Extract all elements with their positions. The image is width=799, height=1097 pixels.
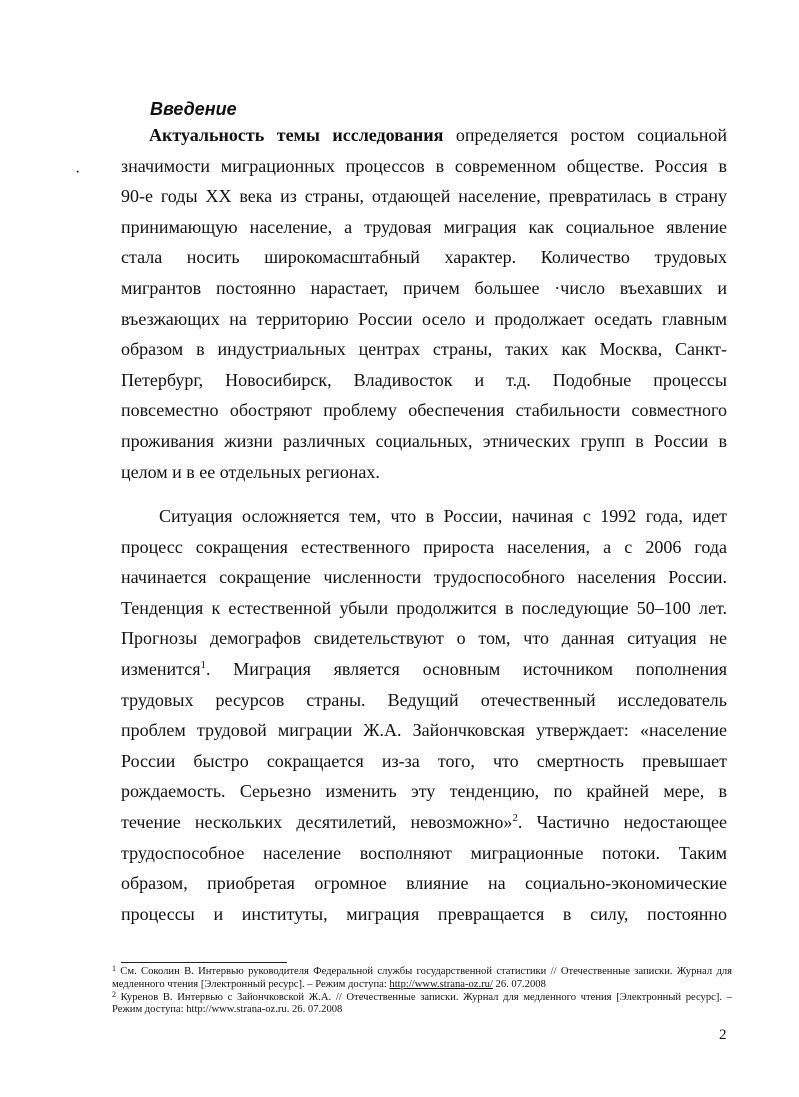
paragraph-line: процессы и институты, миграция превращается в силу, постоянно xyxy=(121,903,727,924)
page-number: 2 xyxy=(719,1027,727,1043)
paragraph-line: трудовых ресурсов страны. Ведущий отечественный исследователь xyxy=(121,689,727,710)
paragraph-line: мигрантов постоянно нарастает, причем большее ·число въехавших и xyxy=(121,277,727,298)
paragraph-relevance xyxy=(121,120,727,487)
paragraph-line: начинается сокращение численности трудоспособного населения России. xyxy=(121,567,727,588)
paragraph-line: Актуальность темы исследования определяется ростом социальной xyxy=(149,125,727,145)
paragraph-line: 90-е годы XX века из страны, отдающей население, превратилась в страну xyxy=(121,186,727,207)
footnote-ref-1[interactable]: 1 xyxy=(200,658,206,671)
paragraph-line: Тенденция к естественной убыли продолжится в последующие 50–100 лет. xyxy=(121,597,727,618)
paragraph-line: принимающую население, а трудовая миграция как социальное явление xyxy=(121,216,727,237)
paragraph-line: Прогнозы демографов свидетельствуют о том, что данная ситуация не xyxy=(121,628,727,649)
footnote-divider xyxy=(121,962,287,963)
paragraph-line: образом в индустриальных центрах страны, таких как Москва, Санкт- xyxy=(121,339,727,360)
paragraph-line: въезжающих на территорию России осело и продолжает оседать главным xyxy=(121,308,727,329)
section-heading: Введение xyxy=(150,99,237,119)
paragraph-line: процесс сокращения естественного прироста населения, а с 2006 года xyxy=(121,536,727,557)
paragraph-situation xyxy=(121,501,727,929)
paragraph-line: образом, приобретая огромное влияние на социально-экономические xyxy=(121,873,727,894)
footnote-1: $^1$ См. Соколин В. Интервью руководителя Федеральной службы государственной статистики // Отечественные записки. Журнал для медленного чтения [Электронный ресурс]. – Режим доступа: http://www.strana-oz.ru/ 26. 07.2008 xyxy=(112,964,732,990)
paragraph-line: Петербург, Новосибирск, Владивосток и т.д. Подобные процессы xyxy=(121,369,727,390)
footnotes xyxy=(112,966,732,1017)
paragraph-line: проблем трудовой миграции Ж.А. Зайончковская утверждает: «население xyxy=(121,720,727,741)
lead-phrase: Актуальность темы исследования xyxy=(149,125,444,145)
paragraph-line: трудоспособное население восполняют миграционные потоки. Таким xyxy=(121,842,727,863)
stray-mark: · xyxy=(75,164,81,181)
footnote-ref-2[interactable]: 2 xyxy=(512,811,518,824)
paragraph-line: Ситуация осложняется тем, что в России, начиная с 1992 года, идет xyxy=(159,506,727,526)
paragraph-line: течение нескольких десятилетий, невозможно»$^2$. Частично недостающее xyxy=(121,811,728,832)
paragraph-line: повсеместно обостряют проблему обеспечения стабильности совместного xyxy=(121,400,727,421)
paragraph-line: целом и в ее отдельных регионах. xyxy=(121,461,380,482)
paragraph-line: значимости миграционных процессов в современном обществе. Россия в xyxy=(121,155,727,176)
paragraph-line: России быстро сокращается из-за того, что смертность превышает xyxy=(121,750,727,771)
footnote-2: $^2$ Куренов В. Интервью с Зайончковской Ж.А. // Отечественные записки. Журнал для медленного чтения [Электронный ресурс]. – Режим доступа: http://www.strana-oz.ru. 26. 07.2008 xyxy=(112,989,732,1016)
paragraph-line: изменится$^1$. Миграция является основным источником пополнения xyxy=(121,658,727,679)
paragraph-line: рождаемость. Серьезно изменить эту тенденцию, по крайней мере, в xyxy=(121,781,727,802)
footnote-link[interactable]: http://www.strana-oz.ru/ xyxy=(389,978,493,990)
paragraph-line: стала носить широкомасштабный характер. Количество трудовых xyxy=(121,247,727,268)
paragraph-line: проживания жизни различных социальных, этнических групп в России в xyxy=(121,430,727,451)
